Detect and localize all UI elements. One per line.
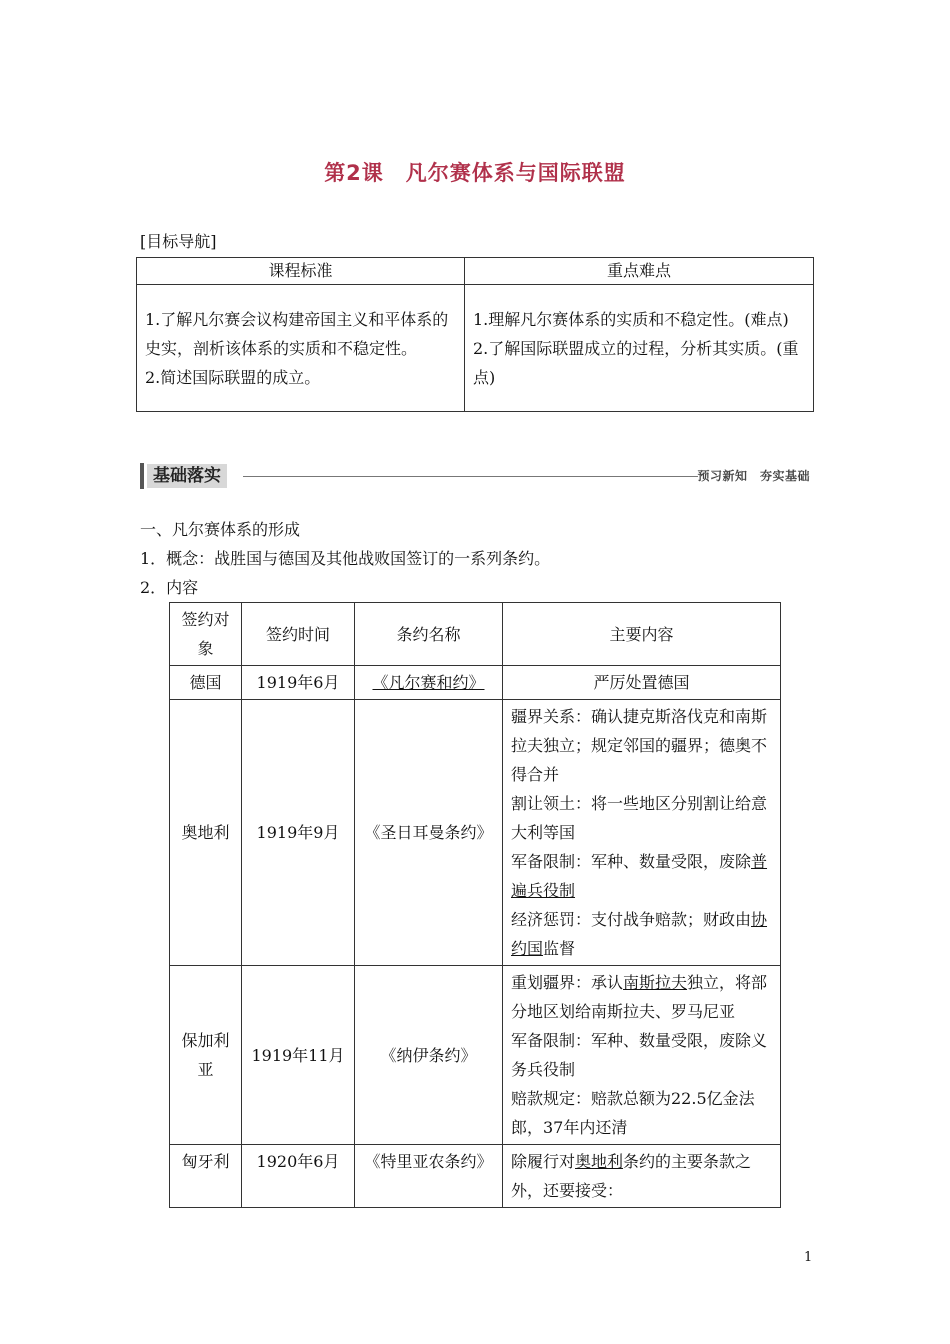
treaty-table — [169, 602, 781, 1208]
content-line — [511, 905, 772, 963]
text: 条约的主要条款之外，还要接受： — [511, 1152, 752, 1200]
content-line — [511, 968, 772, 1026]
concept-item: 1．概念：战胜国与德国及其他战败国签订的一系列条约。 — [140, 549, 551, 568]
section-heading: 一、凡尔赛体系的形成 — [140, 520, 301, 539]
date-cell: 1919年9月 — [242, 700, 355, 966]
table-row — [170, 666, 781, 700]
party-cell: 奥地利 — [170, 700, 242, 966]
table-row — [170, 1145, 781, 1208]
banner-label: 基础落实 — [147, 464, 227, 488]
date-cell: 1919年11月 — [242, 966, 355, 1145]
header-key-points: 重点难点 — [465, 258, 814, 285]
content-line: 军备限制：军种、数量受限，废除义务兵役制 — [511, 1031, 768, 1079]
text: 重划疆界：承认 — [511, 973, 624, 992]
date-cell: 1919年6月 — [242, 666, 355, 700]
page-title: 第2课 凡尔赛体系与国际联盟 — [324, 161, 626, 185]
standard-line-1: 1.了解凡尔赛会议构建帝国主义和平体系的史实，剖析该体系的实质和不稳定性。 — [145, 309, 449, 358]
banner-bar — [140, 463, 144, 489]
name-cell — [355, 666, 503, 700]
treaty-name: 《凡尔赛和约》 — [372, 673, 485, 692]
header-standard: 课程标准 — [137, 258, 465, 285]
header-content: 主要内容 — [503, 603, 781, 666]
header-name: 条约名称 — [355, 603, 503, 666]
content-line: 赔款规定：赔款总额为22.5亿金法郎，37年内还清 — [511, 1089, 755, 1137]
standard-line-2: 2.简述国际联盟的成立。 — [145, 367, 321, 387]
content-line — [511, 847, 772, 905]
content-item: 2．内容 — [140, 578, 199, 597]
content-cell — [503, 700, 781, 966]
name-cell: 《圣日耳曼条约》 — [355, 700, 503, 966]
name-cell: 《纳伊条约》 — [355, 966, 503, 1145]
text: 军备限制：军种、数量受限，废除 — [511, 852, 752, 871]
text: 监督 — [543, 939, 576, 958]
header-date: 签约时间 — [242, 603, 355, 666]
date-cell: 1920年6月 — [242, 1145, 355, 1208]
text: 独立，将部分地区划给南斯拉夫、罗马尼亚 — [511, 973, 768, 1021]
underlined-term: 奥地利 — [575, 1152, 624, 1171]
key-line-1: 1.理解凡尔赛体系的实质和不稳定性。(难点) — [473, 309, 789, 329]
goal-nav-label: [目标导航] — [140, 232, 217, 251]
content-line: 疆界关系：确认捷克斯洛伐克和南斯拉夫独立；规定邻国的疆界；德奥不得合并 — [511, 707, 768, 784]
content-cell — [503, 966, 781, 1145]
name-cell: 《特里亚农条约》 — [355, 1145, 503, 1208]
underlined-term: 南斯拉夫 — [623, 973, 688, 992]
standard-cell — [137, 285, 465, 412]
header-party: 签约对象 — [170, 603, 242, 666]
key-line-2: 2.了解国际联盟成立的过程，分析其实质。(重点) — [473, 338, 799, 387]
banner-divider — [243, 476, 698, 477]
content-line: 割让领土：将一些地区分别割让给意大利等国 — [511, 794, 768, 842]
content-cell: 严厉处置德国 — [503, 666, 781, 700]
party-cell: 保加利亚 — [170, 966, 242, 1145]
underlined-term: 普遍兵役制 — [511, 852, 768, 900]
banner-subtitle: 预习新知 夯实基础 — [697, 469, 810, 483]
underlined-term: 协约国 — [511, 910, 768, 958]
content-cell — [503, 1145, 781, 1208]
party-cell: 德国 — [170, 666, 242, 700]
table-row — [170, 966, 781, 1145]
goals-table — [136, 257, 814, 412]
section-banner — [140, 463, 812, 491]
text: 经济惩罚：支付战争赔款；财政由 — [511, 910, 752, 929]
page-number: 1 — [804, 1250, 813, 1265]
key-points-cell — [465, 285, 814, 412]
table-row — [170, 700, 781, 966]
text: 除履行对 — [511, 1152, 576, 1171]
party-cell: 匈牙利 — [170, 1145, 242, 1208]
content-line — [511, 1147, 772, 1205]
